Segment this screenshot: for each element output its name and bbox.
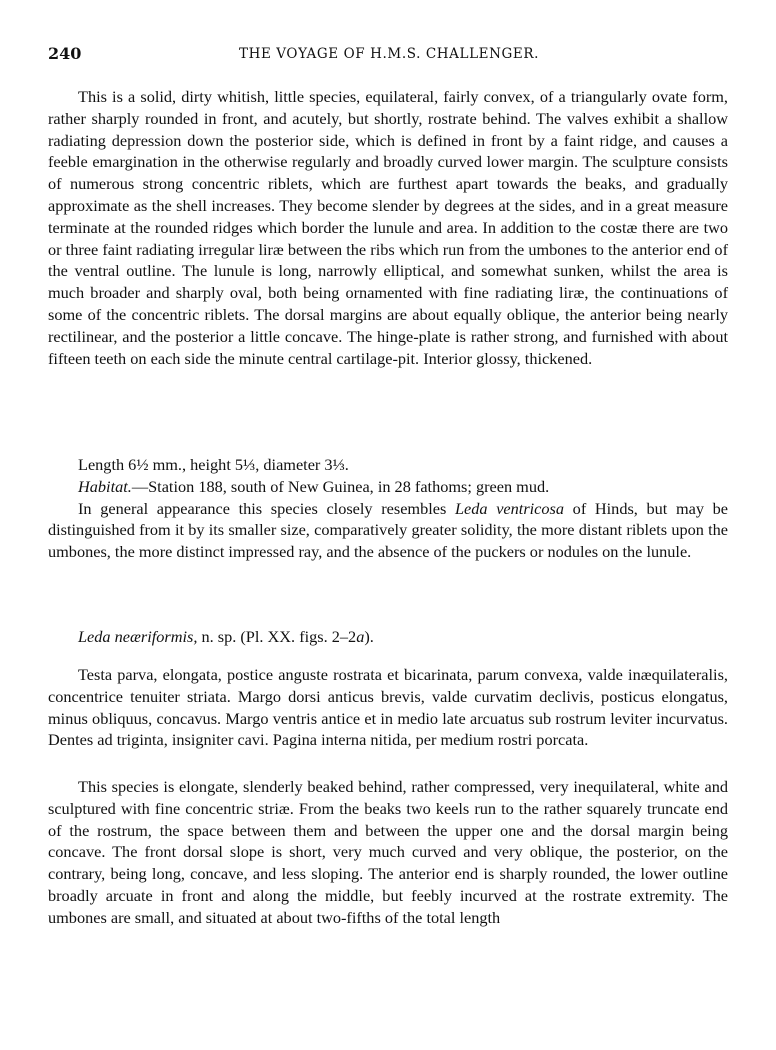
- comparison-paragraph: [48, 498, 728, 563]
- species-heading: [48, 626, 728, 648]
- english-description: This species is elongate, slenderly beaked behind, rather compressed, very inequilateral, white and sculptured with fine concentric striæ. From the beaks two keels run to the rather squarely truncate end of the rostrum, the space between them and between the upper one and the dorsal margin being concave. The front dorsal slope is short, very much curved and very oblique, the posterior, on the contrary, being long, concave, and less sloping. The anterior end is sharply rounded, the lower outline broadly arcuate in front and along the middle, but feebly incurved at the rostrate extremity. The umbones are small, and situated at about two-fifths of the total length: [48, 777, 728, 927]
- running-title: THE VOYAGE OF H.M.S. CHALLENGER.: [238, 46, 540, 62]
- species-fig-suffix: a: [356, 627, 365, 646]
- comparison-species: Leda ventricosa: [454, 498, 565, 518]
- latin-diagnosis: Testa parva, elongata, postice anguste rostrata et bicarinata, parum convexa, valde inæquilateralis, concentrice tenuiter striata. Margo dorsi anticus brevis, valde curvatim declivis, posticus elongatus, minus obliquus, concavus. Margo ventris antice et in medio late arcuatus sub rostrum leviter incurvatus. Dentes ad triginta, insigniter cavi. Pagina interna nitida, per medium rostri porcata.: [48, 665, 728, 750]
- latin-diagnosis-block: [48, 664, 728, 751]
- page-number: 240: [48, 44, 82, 63]
- species-heading-rest: n. sp. (Pl. XX. figs. 2–2: [197, 627, 357, 646]
- habitat-text: —Station 188, south of New Guinea, in 28 fathoms; green mud.: [131, 476, 550, 496]
- comparison-after: of Hinds, but may be distinguished from it by its smaller size, comparatively greater solidity, the more distant riblets upon the umbones, the more distinct impressed ray, and the absence of the puckers or nodules on the lunule.: [48, 498, 729, 562]
- comparison-before: In general appearance this species closely resembles: [78, 498, 455, 518]
- measurements-block: [48, 454, 728, 563]
- measurements-line: Length 6½ mm., height 5⅓, diameter 3⅓.: [78, 455, 349, 474]
- english-description-block: [48, 776, 728, 929]
- description-paragraph: This is a solid, dirty whitish, little species, equilateral, fairly convex, of a triangularly ovate form, rather sharply rounded in front, and acutely, but shortly, rostrate behind. The valves exhibit a shallow radiating depression down the posterior side, which is defined in front by a faint ridge, and causes a feeble emargination in the otherwise regularly and broadly curved lower margin. The sculpture consists of numerous strong concentric riblets, which are furthest apart towards the beaks, and gradually approximate as the shell increases. They become slender by degrees at the sides, and in a great measure terminate at the rounded ridges which border the lunule and area. In addition to the costæ there are two or three faint radiating irregular liræ between the ribs which run from the umbones to the anterior end of the ventral outline. The lunule is long, narrowly elliptical, and somewhat sunken, whilst the area is much broader and sharply oval, both being ornamented with fine radiating liræ, the continuations of some of the concentric riblets. The dorsal margins are about equally oblique, the anterior being nearly rectilinear, and the posterior a little concave. The hinge-plate is rather strong, and furnished with about fifteen teeth on each side the minute central cartilage-pit. Interior glossy, thickened.: [48, 87, 728, 368]
- page-header: [48, 44, 730, 68]
- species-heading-line: [48, 626, 728, 648]
- habitat-label: Habitat.: [78, 476, 132, 496]
- description-block: [48, 86, 728, 369]
- species-name: Leda neæriformis,: [78, 627, 198, 646]
- species-heading-close: ).: [364, 627, 374, 646]
- habitat-line: [48, 476, 728, 498]
